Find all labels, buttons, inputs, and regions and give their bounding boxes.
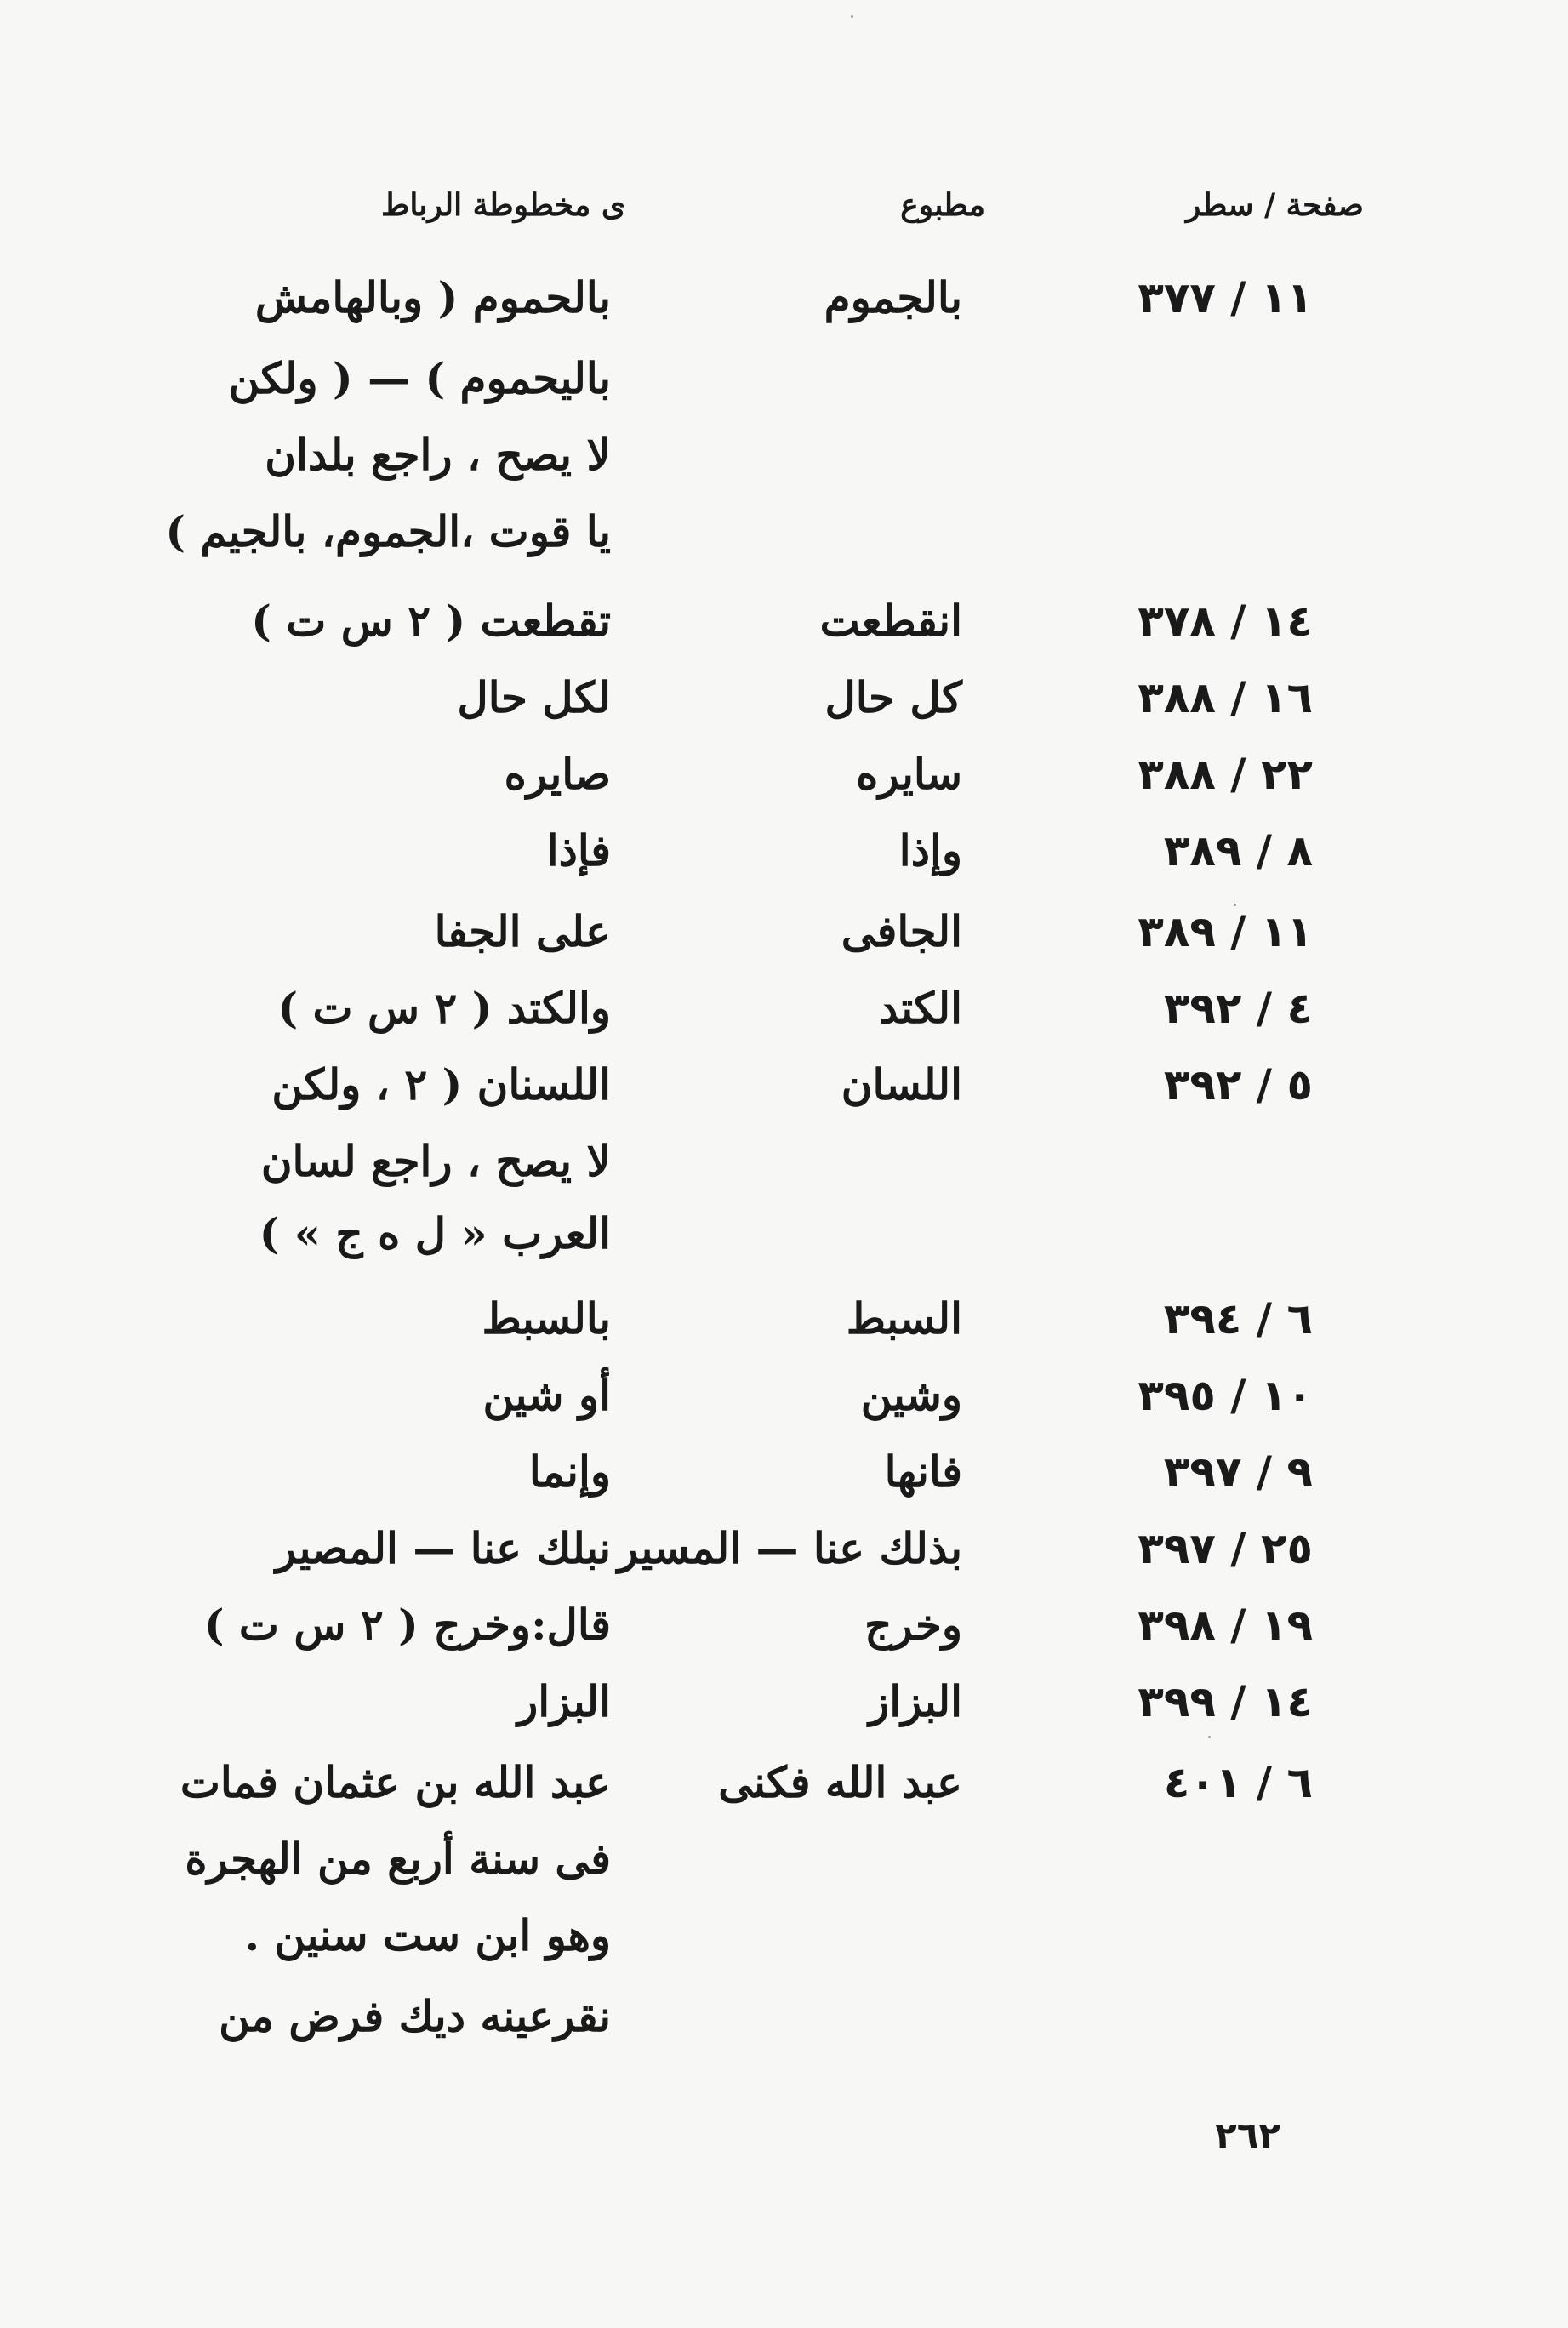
ref-cell: ٦ / ٤٠١ xyxy=(1163,1758,1313,1807)
manuscript-cell: يا قوت ،الجموم، بالجيم ) xyxy=(165,506,611,556)
manuscript-cell: البزار xyxy=(517,1676,611,1726)
table-row xyxy=(0,345,1568,413)
manuscript-cell: نقرعينه ديك فرض من xyxy=(219,1991,611,2041)
table-row xyxy=(0,1591,1568,1659)
manuscript-cell: بالحموم ( وبالهامش xyxy=(254,272,611,322)
table-row xyxy=(0,587,1568,655)
ref-cell: ١١ / ٣٨٩ xyxy=(1138,907,1313,956)
ref-cell: ٨ / ٣٨٩ xyxy=(1163,826,1313,876)
manuscript-cell: فإذا xyxy=(546,825,611,876)
header-rabat-manuscript: ى مخطوطة الرباط xyxy=(381,187,625,223)
table-row xyxy=(0,1983,1568,2051)
table-row xyxy=(0,1438,1568,1506)
ref-cell: ١٤ / ٣٩٩ xyxy=(1138,1677,1313,1726)
ref-cell: ١٤ / ٣٧٨ xyxy=(1138,596,1313,646)
manuscript-cell: وإنما xyxy=(528,1446,611,1497)
manuscript-cell: صايره xyxy=(504,749,611,799)
table-row xyxy=(0,1749,1568,1817)
table-row xyxy=(0,664,1568,732)
printed-cell: بذلك عنا — المسير xyxy=(617,1523,962,1573)
manuscript-cell: العرب « ل ه ج » ) xyxy=(259,1208,611,1258)
manuscript-cell: تقطعت ( ٢ س ت ) xyxy=(251,596,611,646)
ref-cell: ٦ / ٣٩٤ xyxy=(1163,1294,1313,1344)
printed-cell: البزاز xyxy=(869,1676,962,1726)
printed-cell: الكتد xyxy=(878,983,962,1033)
manuscript-cell: نبلك عنا — المصير xyxy=(275,1523,611,1573)
printed-cell: بالجموم xyxy=(824,272,962,322)
page-number: ٢٦٢ xyxy=(1215,2114,1280,2156)
ref-cell: ٤ / ٣٩٢ xyxy=(1163,984,1313,1033)
table-row xyxy=(0,1361,1568,1429)
ref-cell: ٢٢ / ٣٨٨ xyxy=(1138,750,1313,799)
paper-speck xyxy=(1234,904,1236,906)
manuscript-cell: عبد الله بن عثمان فمات xyxy=(180,1757,611,1807)
table-row xyxy=(0,1668,1568,1736)
printed-cell: وإذا xyxy=(898,825,962,876)
table-row xyxy=(0,974,1568,1042)
printed-cell: كل حال xyxy=(824,672,962,722)
printed-cell: سايره xyxy=(856,749,962,799)
ref-cell: ٥ / ٣٩٢ xyxy=(1163,1060,1313,1110)
manuscript-cell: لا يصح ، راجع لسان xyxy=(260,1136,611,1186)
table-row xyxy=(0,1515,1568,1583)
manuscript-cell: لكل حال xyxy=(457,672,611,722)
table-row xyxy=(0,264,1568,332)
table-row xyxy=(0,498,1568,566)
printed-cell: السبط xyxy=(846,1293,962,1344)
printed-cell: اللسان xyxy=(841,1059,962,1110)
ref-cell: ١٩ / ٣٩٨ xyxy=(1138,1600,1313,1650)
ref-cell: ١١ / ٣٧٧ xyxy=(1138,273,1313,322)
table-row xyxy=(0,740,1568,808)
manuscript-cell: قال:وخرج ( ٢ س ت ) xyxy=(203,1600,611,1650)
printed-cell: عبد الله فكنى xyxy=(718,1757,962,1807)
header-page-line: صفحة / سطر xyxy=(1185,187,1364,223)
table-row xyxy=(0,1200,1568,1268)
manuscript-cell: فى سنة أربع من الهجرة xyxy=(185,1834,611,1884)
manuscript-cell: أو شين xyxy=(482,1370,611,1420)
manuscript-cell: بالسبط xyxy=(482,1293,611,1344)
table-row xyxy=(0,1127,1568,1195)
paper-speck xyxy=(1208,1736,1211,1738)
header-printed: مطبوع xyxy=(900,187,985,223)
printed-cell: فانها xyxy=(884,1446,962,1497)
manuscript-cell: على الجفا xyxy=(434,906,611,956)
table-row xyxy=(0,1051,1568,1119)
printed-cell: وخرج xyxy=(864,1600,962,1650)
table-row xyxy=(0,1285,1568,1353)
table-row xyxy=(0,421,1568,489)
manuscript-cell: لا يصح ، راجع بلدان xyxy=(265,430,611,480)
table-row xyxy=(0,1825,1568,1893)
ref-cell: ١٠ / ٣٩٥ xyxy=(1138,1371,1313,1420)
manuscript-cell: والكتد ( ٢ س ت ) xyxy=(277,983,611,1033)
manuscript-cell: وهو ابن ست سنين . xyxy=(244,1910,611,1960)
table-row xyxy=(0,1902,1568,1970)
paper-speck xyxy=(851,15,853,18)
printed-cell: الجافى xyxy=(841,906,962,956)
printed-cell: انقطعت xyxy=(819,596,962,646)
ref-cell: ٩ / ٣٩٧ xyxy=(1163,1447,1313,1497)
manuscript-cell: اللسنان ( ٢ ، ولكن xyxy=(271,1059,611,1110)
ref-cell: ٢٥ / ٣٩٧ xyxy=(1138,1524,1313,1573)
ref-cell: ١٦ / ٣٨٨ xyxy=(1138,673,1313,722)
printed-cell: وشين xyxy=(860,1370,962,1420)
manuscript-cell: باليحموم ) — ( ولكن xyxy=(228,353,611,403)
table-row xyxy=(0,817,1568,885)
table-row xyxy=(0,898,1568,966)
